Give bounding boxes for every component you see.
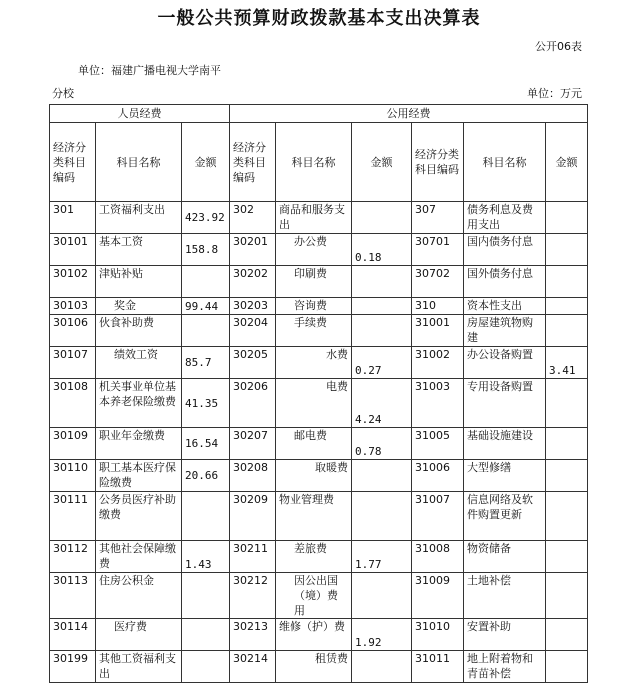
code-cell: 30102 — [50, 266, 96, 298]
table-row — [50, 315, 588, 347]
name-cell: 机关事业单位基本养老保险缴费 — [96, 379, 182, 428]
code-cell: 30106 — [50, 315, 96, 347]
amount-cell — [546, 573, 588, 619]
amount-cell — [546, 379, 588, 428]
name-cell: 职工基本医疗保险缴费 — [96, 460, 182, 492]
header-code-1: 经济分类科目编码 — [50, 123, 96, 202]
code-cell: 30203 — [230, 298, 276, 315]
code-cell: 30108 — [50, 379, 96, 428]
amount-cell — [546, 428, 588, 460]
code-cell: 30208 — [230, 460, 276, 492]
code-cell: 30109 — [50, 428, 96, 460]
header-amount-1: 金额 — [182, 123, 230, 202]
code-cell: 31008 — [412, 541, 464, 573]
table-row — [50, 460, 588, 492]
name-cell: 伙食补助费 — [96, 315, 182, 347]
code-cell: 30204 — [230, 315, 276, 347]
amount-cell — [182, 573, 230, 619]
name-cell: 手续费 — [276, 315, 352, 347]
amount-cell — [182, 315, 230, 347]
name-cell: 基础设施建设 — [464, 428, 546, 460]
name-cell: 医疗费 — [96, 619, 182, 651]
name-cell: 职业年金缴费 — [96, 428, 182, 460]
code-cell: 30101 — [50, 234, 96, 266]
code-cell: 30213 — [230, 619, 276, 651]
name-cell: 办公费 — [276, 234, 352, 266]
name-cell: 土地补偿 — [464, 573, 546, 619]
code-cell: 30110 — [50, 460, 96, 492]
amount-cell: 0.78 — [352, 428, 412, 460]
amount-cell — [352, 460, 412, 492]
amount-cell — [352, 315, 412, 347]
header-name-2: 科目名称 — [276, 123, 352, 202]
amount-cell — [546, 315, 588, 347]
name-cell: 邮电费 — [276, 428, 352, 460]
name-cell: 专用设备购置 — [464, 379, 546, 428]
header-amount-2: 金额 — [352, 123, 412, 202]
amount-cell — [182, 266, 230, 298]
code-cell: 31001 — [412, 315, 464, 347]
code-cell: 31009 — [412, 573, 464, 619]
table-row — [50, 619, 588, 651]
amount-cell: 1.77 — [352, 541, 412, 573]
amount-cell: 41.35 — [182, 379, 230, 428]
amount-cell: 20.66 — [182, 460, 230, 492]
amount-cell: 423.92 — [182, 202, 230, 234]
amount-cell — [352, 492, 412, 541]
code-cell: 30103 — [50, 298, 96, 315]
name-cell: 房屋建筑物购建 — [464, 315, 546, 347]
name-cell: 信息网络及软件购置更新 — [464, 492, 546, 541]
amount-cell — [546, 541, 588, 573]
code-cell: 30206 — [230, 379, 276, 428]
amount-cell — [352, 266, 412, 298]
report-title: 一般公共预算财政拨款基本支出决算表 — [157, 8, 481, 29]
name-cell: 差旅费 — [276, 541, 352, 573]
amount-cell — [546, 266, 588, 298]
name-cell: 因公出国（境）费用 — [276, 573, 352, 619]
column-header-row — [50, 123, 588, 202]
code-cell: 30201 — [230, 234, 276, 266]
amount-cell: 16.54 — [182, 428, 230, 460]
amount-cell: 99.44 — [182, 298, 230, 315]
code-cell: 30214 — [230, 651, 276, 683]
code-cell: 30114 — [50, 619, 96, 651]
name-cell: 基本工资 — [96, 234, 182, 266]
name-cell: 电费 — [276, 379, 352, 428]
table-row — [50, 492, 588, 541]
code-cell: 30209 — [230, 492, 276, 541]
amount-cell: 85.7 — [182, 347, 230, 379]
name-cell: 奖金 — [96, 298, 182, 315]
code-cell: 31007 — [412, 492, 464, 541]
code-cell: 30212 — [230, 573, 276, 619]
name-cell: 水费 — [276, 347, 352, 379]
name-cell: 资本性支出 — [464, 298, 546, 315]
table-row — [50, 573, 588, 619]
name-cell: 物资储备 — [464, 541, 546, 573]
amount-cell: 0.27 — [352, 347, 412, 379]
code-cell: 31005 — [412, 428, 464, 460]
code-cell: 31003 — [412, 379, 464, 428]
table-row — [50, 298, 588, 315]
amount-cell — [546, 619, 588, 651]
group-public: 公用经费 — [230, 105, 588, 123]
amount-cell: 3.41 — [546, 347, 588, 379]
amount-cell — [546, 651, 588, 683]
code-cell: 30202 — [230, 266, 276, 298]
name-cell: 取暖费 — [276, 460, 352, 492]
amount-cell — [352, 573, 412, 619]
name-cell: 咨询费 — [276, 298, 352, 315]
group-personnel: 人员经费 — [50, 105, 230, 123]
name-cell: 国内债务付息 — [464, 234, 546, 266]
group-header-row — [50, 105, 588, 123]
code-cell: 30702 — [412, 266, 464, 298]
code-cell: 30107 — [50, 347, 96, 379]
table-row — [50, 234, 588, 266]
name-cell: 地上附着物和青苗补偿 — [464, 651, 546, 683]
code-cell: 31002 — [412, 347, 464, 379]
name-cell: 绩效工资 — [96, 347, 182, 379]
code-cell: 30207 — [230, 428, 276, 460]
code-cell: 30111 — [50, 492, 96, 541]
amount-cell — [352, 202, 412, 234]
name-cell: 工资福利支出 — [96, 202, 182, 234]
code-cell: 310 — [412, 298, 464, 315]
amount-cell — [182, 619, 230, 651]
name-cell: 大型修缮 — [464, 460, 546, 492]
name-cell: 商品和服务支出 — [276, 202, 352, 234]
code-cell: 31010 — [412, 619, 464, 651]
table-row — [50, 541, 588, 573]
header-name-1: 科目名称 — [96, 123, 182, 202]
name-cell: 租赁费 — [276, 651, 352, 683]
code-cell: 31011 — [412, 651, 464, 683]
amount-cell — [182, 651, 230, 683]
table-row — [50, 428, 588, 460]
name-cell: 住房公积金 — [96, 573, 182, 619]
amount-cell — [546, 460, 588, 492]
amount-cell: 1.43 — [182, 541, 230, 573]
code-cell: 307 — [412, 202, 464, 234]
table-row — [50, 379, 588, 428]
name-cell: 公务员医疗补助缴费 — [96, 492, 182, 541]
currency-unit: 单位：万元 — [527, 87, 582, 100]
code-cell: 30112 — [50, 541, 96, 573]
header-amount-3: 金额 — [546, 123, 588, 202]
name-cell: 国外债务付息 — [464, 266, 546, 298]
amount-cell — [352, 298, 412, 315]
unit-label: 单位：福建广播电视大学南平 — [78, 64, 221, 77]
name-cell: 安置补助 — [464, 619, 546, 651]
amount-cell: 158.8 — [182, 234, 230, 266]
amount-cell — [546, 202, 588, 234]
table-row — [50, 202, 588, 234]
name-cell: 物业管理费 — [276, 492, 352, 541]
amount-cell: 4.24 — [352, 379, 412, 428]
name-cell: 债务利息及费用支出 — [464, 202, 546, 234]
code-cell: 31006 — [412, 460, 464, 492]
code-cell: 301 — [50, 202, 96, 234]
name-cell: 印刷费 — [276, 266, 352, 298]
name-cell: 津贴补贴 — [96, 266, 182, 298]
table-row — [50, 347, 588, 379]
amount-cell: 1.92 — [352, 619, 412, 651]
code-cell: 30205 — [230, 347, 276, 379]
amount-cell — [546, 234, 588, 266]
amount-cell — [546, 298, 588, 315]
name-cell: 维修（护）费 — [276, 619, 352, 651]
amount-cell — [352, 651, 412, 683]
amount-cell: 0.18 — [352, 234, 412, 266]
header-code-2: 经济分类科目编码 — [230, 123, 276, 202]
name-cell: 其他社会保障缴费 — [96, 541, 182, 573]
unit-label-continued: 分校 — [52, 87, 74, 100]
name-cell: 其他工资福利支出 — [96, 651, 182, 683]
amount-cell — [546, 492, 588, 541]
form-code: 公开06表 — [535, 40, 582, 53]
table-row — [50, 651, 588, 683]
amount-cell — [182, 492, 230, 541]
name-cell: 办公设备购置 — [464, 347, 546, 379]
code-cell: 30701 — [412, 234, 464, 266]
table-row — [50, 266, 588, 298]
code-cell: 302 — [230, 202, 276, 234]
code-cell: 30113 — [50, 573, 96, 619]
code-cell: 30211 — [230, 541, 276, 573]
header-code-3: 经济分类科目编码 — [412, 123, 464, 202]
header-name-3: 科目名称 — [464, 123, 546, 202]
code-cell: 30199 — [50, 651, 96, 683]
expenditure-table — [49, 104, 588, 683]
